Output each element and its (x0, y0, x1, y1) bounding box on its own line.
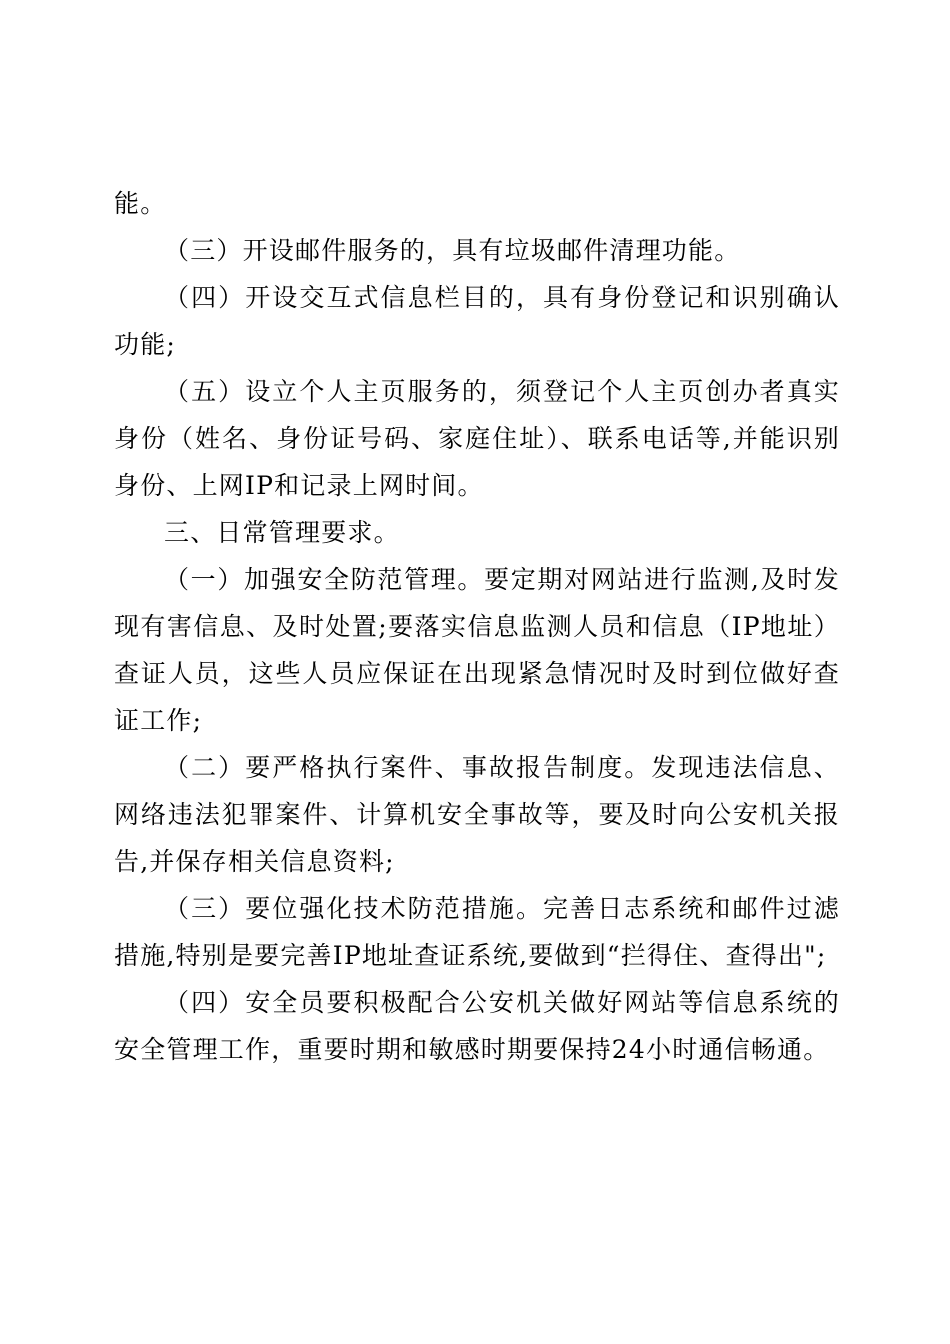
paragraph-management-1: （一）加强安全防范管理。要定期对网站进行监测,及时发现有害信息、及时处置;要落实信息监测人员和信息（IP地址）查证人员，这些人员应保证在出现紧急情况时及时到位做好查证工作; (114, 565, 840, 735)
paragraph-item-5-homepage: （五）设立个人主页服务的，须登记个人主页创办者真实身份（姓名、身份证号码、家庭住址）、联系电话等,并能识别身份、上网IP和记录上网时间。 (114, 377, 840, 500)
paragraph-item-4-interactive: （四）开设交互式信息栏目的，具有身份登记和识别确认功能; (114, 283, 840, 359)
paragraph-management-2: （二）要严格执行案件、事故报告制度。发现违法信息、网络违法犯罪案件、计算机安全事故等，要及时向公安机关报告,并保存相关信息资料; (114, 753, 840, 876)
paragraph-continuation: 能。 (114, 189, 167, 218)
paragraph-management-4: （四）安全员要积极配合公安机关做好网站等信息系统的安全管理工作，重要时期和敏感时期要保持24小时通信畅通。 (114, 988, 840, 1064)
paragraph-management-3: （三）要位强化技术防范措施。完善日志系统和邮件过滤措施,特别是要完善IP地址查证系统,要做到“拦得住、查得出"; (114, 894, 840, 970)
paragraph-item-3-email: （三）开设邮件服务的，具有垃圾邮件清理功能。 (164, 236, 741, 265)
document-body (114, 180, 840, 1073)
section-heading: 三、日常管理要求。 (164, 518, 400, 547)
